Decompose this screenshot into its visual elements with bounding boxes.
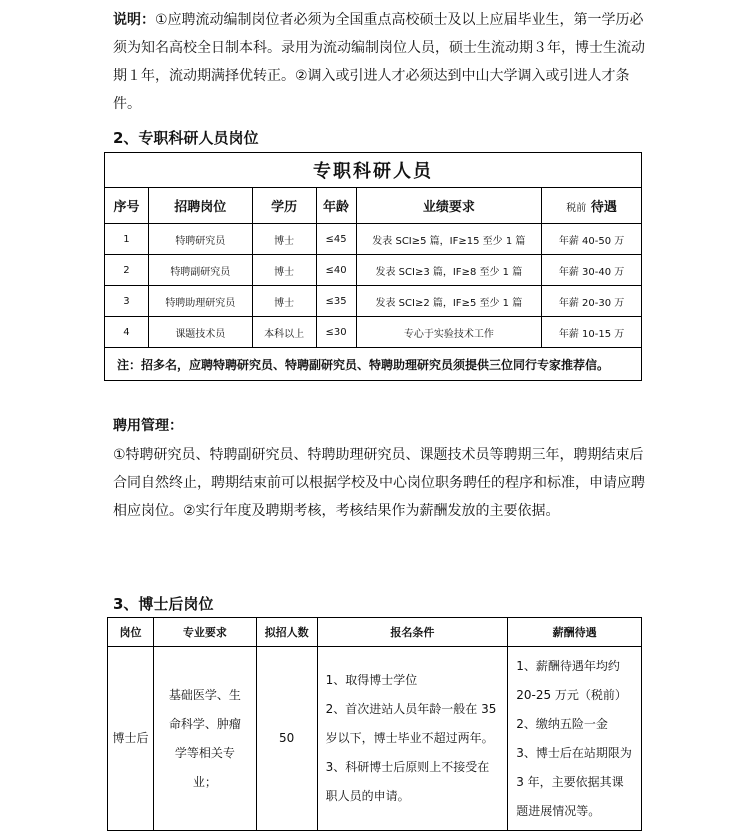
- condition-item: 3、科研博士后原则上不接受在职人员的申请。: [325, 760, 490, 803]
- col-header-age: 年龄: [316, 188, 356, 224]
- note-text: ①应聘流动编制岗位者必须为全国重点高校硕士及以上应届毕业生，第一学历必须为知名高校全日制本科。录用为流动编制岗位人员，硕士生流动期３年，博士生流动期１年，流动期满择优转正。②调入或引进人才必须达到中山大学调入或引进人才条件。: [113, 12, 645, 112]
- cell-index: 1: [105, 224, 149, 255]
- col-header-index: 序号: [105, 188, 149, 224]
- section3-heading: 3、博士后岗位: [113, 595, 214, 613]
- salary-item: 2、缴纳五险一金: [516, 716, 608, 731]
- note-label: 说明：: [113, 12, 155, 28]
- cell-conditions: [317, 647, 508, 831]
- cell-post: 博士后: [108, 647, 154, 831]
- table-row: [105, 224, 642, 255]
- cell-major: 基础医学、生命科学、肿瘤学等相关专业；: [153, 647, 256, 831]
- col-header-post: 岗位: [108, 618, 154, 647]
- cell-performance: 发表 SCI≥2 篇，IF≥5 至少 1 篇: [356, 286, 542, 317]
- col-header-performance: 业绩要求: [356, 188, 542, 224]
- research-staff-table: [104, 152, 642, 381]
- cell-age: ≤30: [316, 317, 356, 348]
- table-caption: 专职科研人员: [105, 153, 642, 188]
- cell-degree: 博士: [252, 255, 316, 286]
- table-row: [108, 647, 642, 831]
- col-header-conditions: 报名条件: [317, 618, 508, 647]
- cell-salary: [508, 647, 642, 831]
- table-row: [105, 286, 642, 317]
- cell-position: 课题技术员: [148, 317, 252, 348]
- table-footnote: 注：招多名，应聘特聘研究员、特聘副研究员、特聘助理研究员须提供三位同行专家推荐信。: [105, 348, 642, 381]
- col-header-degree: 学历: [252, 188, 316, 224]
- cell-salary: 年薪 30-40 万: [542, 255, 642, 286]
- col-header-position: 招聘岗位: [148, 188, 252, 224]
- management-text: ①特聘研究员、特聘副研究员、特聘助理研究员、课题技术员等聘期三年，聘期结束后合同自然终止，聘期结束前可以根据学校及中心岗位职务聘任的程序和标准，申请应聘相应岗位。②实行年度及聘期考核，考核结果作为薪酬发放的主要依据。: [113, 447, 645, 519]
- cell-age: ≤45: [316, 224, 356, 255]
- cell-salary: 年薪 20-30 万: [542, 286, 642, 317]
- cell-position: 特聘研究员: [148, 224, 252, 255]
- cell-position: 特聘副研究员: [148, 255, 252, 286]
- cell-performance: 发表 SCI≥3 篇，IF≥8 至少 1 篇: [356, 255, 542, 286]
- cell-degree: 博士: [252, 224, 316, 255]
- cell-count: 50: [256, 647, 317, 831]
- pretax-label: 税前: [566, 203, 587, 214]
- col-header-salary: 薪酬待遇: [508, 618, 642, 647]
- section2-heading: 2、专职科研人员岗位: [113, 129, 259, 147]
- cell-index: 4: [105, 317, 149, 348]
- cell-performance: 专心于实验技术工作: [356, 317, 542, 348]
- cell-position: 特聘助理研究员: [148, 286, 252, 317]
- cell-performance: 发表 SCI≥5 篇，IF≥15 至少 1 篇: [356, 224, 542, 255]
- col-header-salary: [542, 188, 642, 224]
- management-heading: 聘用管理：: [113, 418, 183, 434]
- cell-degree: 博士: [252, 286, 316, 317]
- salary-item: 1、薪酬待遇年均约 20-25 万元（税前）: [516, 658, 627, 702]
- cell-index: 2: [105, 255, 149, 286]
- cell-degree: 本科以上: [252, 317, 316, 348]
- cell-salary: 年薪 40-50 万: [542, 224, 642, 255]
- table-row: [105, 317, 642, 348]
- cell-salary: 年薪 10-15 万: [542, 317, 642, 348]
- condition-item: 2、首次进站人员年龄一般在 35 岁以下，博士毕业不超过两年。: [325, 702, 497, 745]
- col-header-major: 专业要求: [153, 618, 256, 647]
- cell-age: ≤40: [316, 255, 356, 286]
- condition-item: 1、取得博士学位: [325, 673, 418, 687]
- col-header-count: 拟招人数: [256, 618, 317, 647]
- cell-index: 3: [105, 286, 149, 317]
- salary-label: 待遇: [590, 200, 617, 215]
- salary-item: 3、博士后在站期限为 3 年，主要依据其课题进展情况等。: [516, 745, 632, 818]
- postdoc-table: [107, 617, 642, 831]
- cell-age: ≤35: [316, 286, 356, 317]
- note-paragraph: [113, 6, 645, 118]
- table-row: [105, 255, 642, 286]
